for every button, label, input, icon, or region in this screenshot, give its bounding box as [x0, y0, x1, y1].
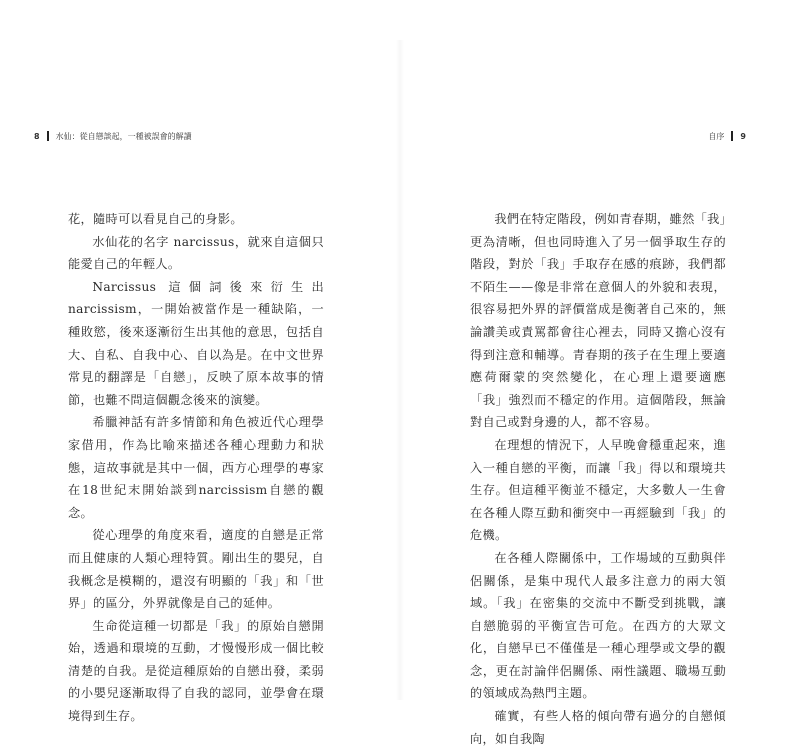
paragraph: 我們在特定階段，例如青春期，雖然「我」更為清晰，但也同時進入了另一個爭取生存的階段，對於「我」手取存在感的痕跡，我們都不陌生——像是非常在意個人的外貌和表現，很容易把外界的評價當成是衡著自己來的，無論讚美或責罵都會往心裡去，同時又擔心沒有得到注意和輔導。青春期的孩子在生理上要適應荷爾蒙的突然變化，在心理上還要適應「我」強烈而不穩定的作用。這個階段，無論對自己或對身邊的人，都不容易。: [470, 212, 726, 430]
paragraph: 在理想的情況下，人早晚會穩重起來，進入一種自戀的平衡，而讓「我」得以和環境共生存。但這種平衡並不穩定，大多數人一生會在各種人際互動和衝突中一再經驗到「我」的危機。: [470, 437, 726, 543]
gutter-shadow: [396, 40, 404, 700]
left-page-body: [68, 208, 324, 728]
paragraph: Narcissus 這個詞後來衍生出 narcissism，一開始被當作是一種缺陷，一種敗慾，後來逐漸衍生出其他的意思，包括自大、自私、自我中心、自以為是。在中文世界常見的翻譯是「自戀」，反映了原本故事的情節，也難不問這個觀念後來的演變。: [68, 279, 324, 407]
left-page-number: 8: [34, 131, 40, 141]
right-page-header: [708, 129, 746, 143]
header-divider-bar: [731, 131, 733, 141]
paragraph: 花，隨時可以看見自己的身影。: [68, 212, 243, 226]
paragraph: 希臘神話有許多情節和角色被近代心理學家借用，作為比喻來描述各種心理動力和狀態，這故事就是其中一個，西方心理學的專家在18世紀末開始談到narcissism自戀的觀念。: [68, 415, 324, 520]
right-running-head: 自序: [708, 131, 725, 141]
left-page-header: [34, 129, 192, 143]
paragraph: 從心理學的角度來看，適度的自戀是正常而且健康的人類心理特質。剛出生的嬰兒，自我概念是模糊的，還沒有明顯的「我」和「世界」的區分，外界就像是自己的延伸。: [68, 528, 324, 611]
right-page-number: 9: [740, 131, 746, 141]
paragraph: 在各種人際關係中，工作場域的互動與伴侶關係，是集中現代人最多注意力的兩大領域。「我」在密集的交流中不斷受到挑戰，讓自戀脆弱的平衡宣告可危。在西方的大眾文化，自戀早已不僅僅是一種心理學或文學的觀念，更在討論伴侶關係、兩性議題、職場互動的領域成為熱門主題。: [470, 550, 726, 701]
paragraph: 確實，有些人格的傾向帶有過分的自戀傾向，如自我陶: [470, 709, 726, 746]
header-divider-bar: [47, 131, 49, 141]
right-page-body: [470, 208, 726, 750]
paragraph: 水仙花的名字 narcissus，就來自這個只能愛自己的年輕人。: [68, 234, 324, 272]
left-running-head: 水仙：從自戀談起，一種被誤會的解讀: [55, 131, 192, 141]
paragraph: 生命從這種一切都是「我」的原始自戀開始，透過和環境的互動，才慢慢形成一個比較清楚的自我。是從這種原始的自戀出發，柔弱的小嬰兒逐漸取得了自我的認同，並學會在環境得到生存。: [68, 618, 324, 724]
